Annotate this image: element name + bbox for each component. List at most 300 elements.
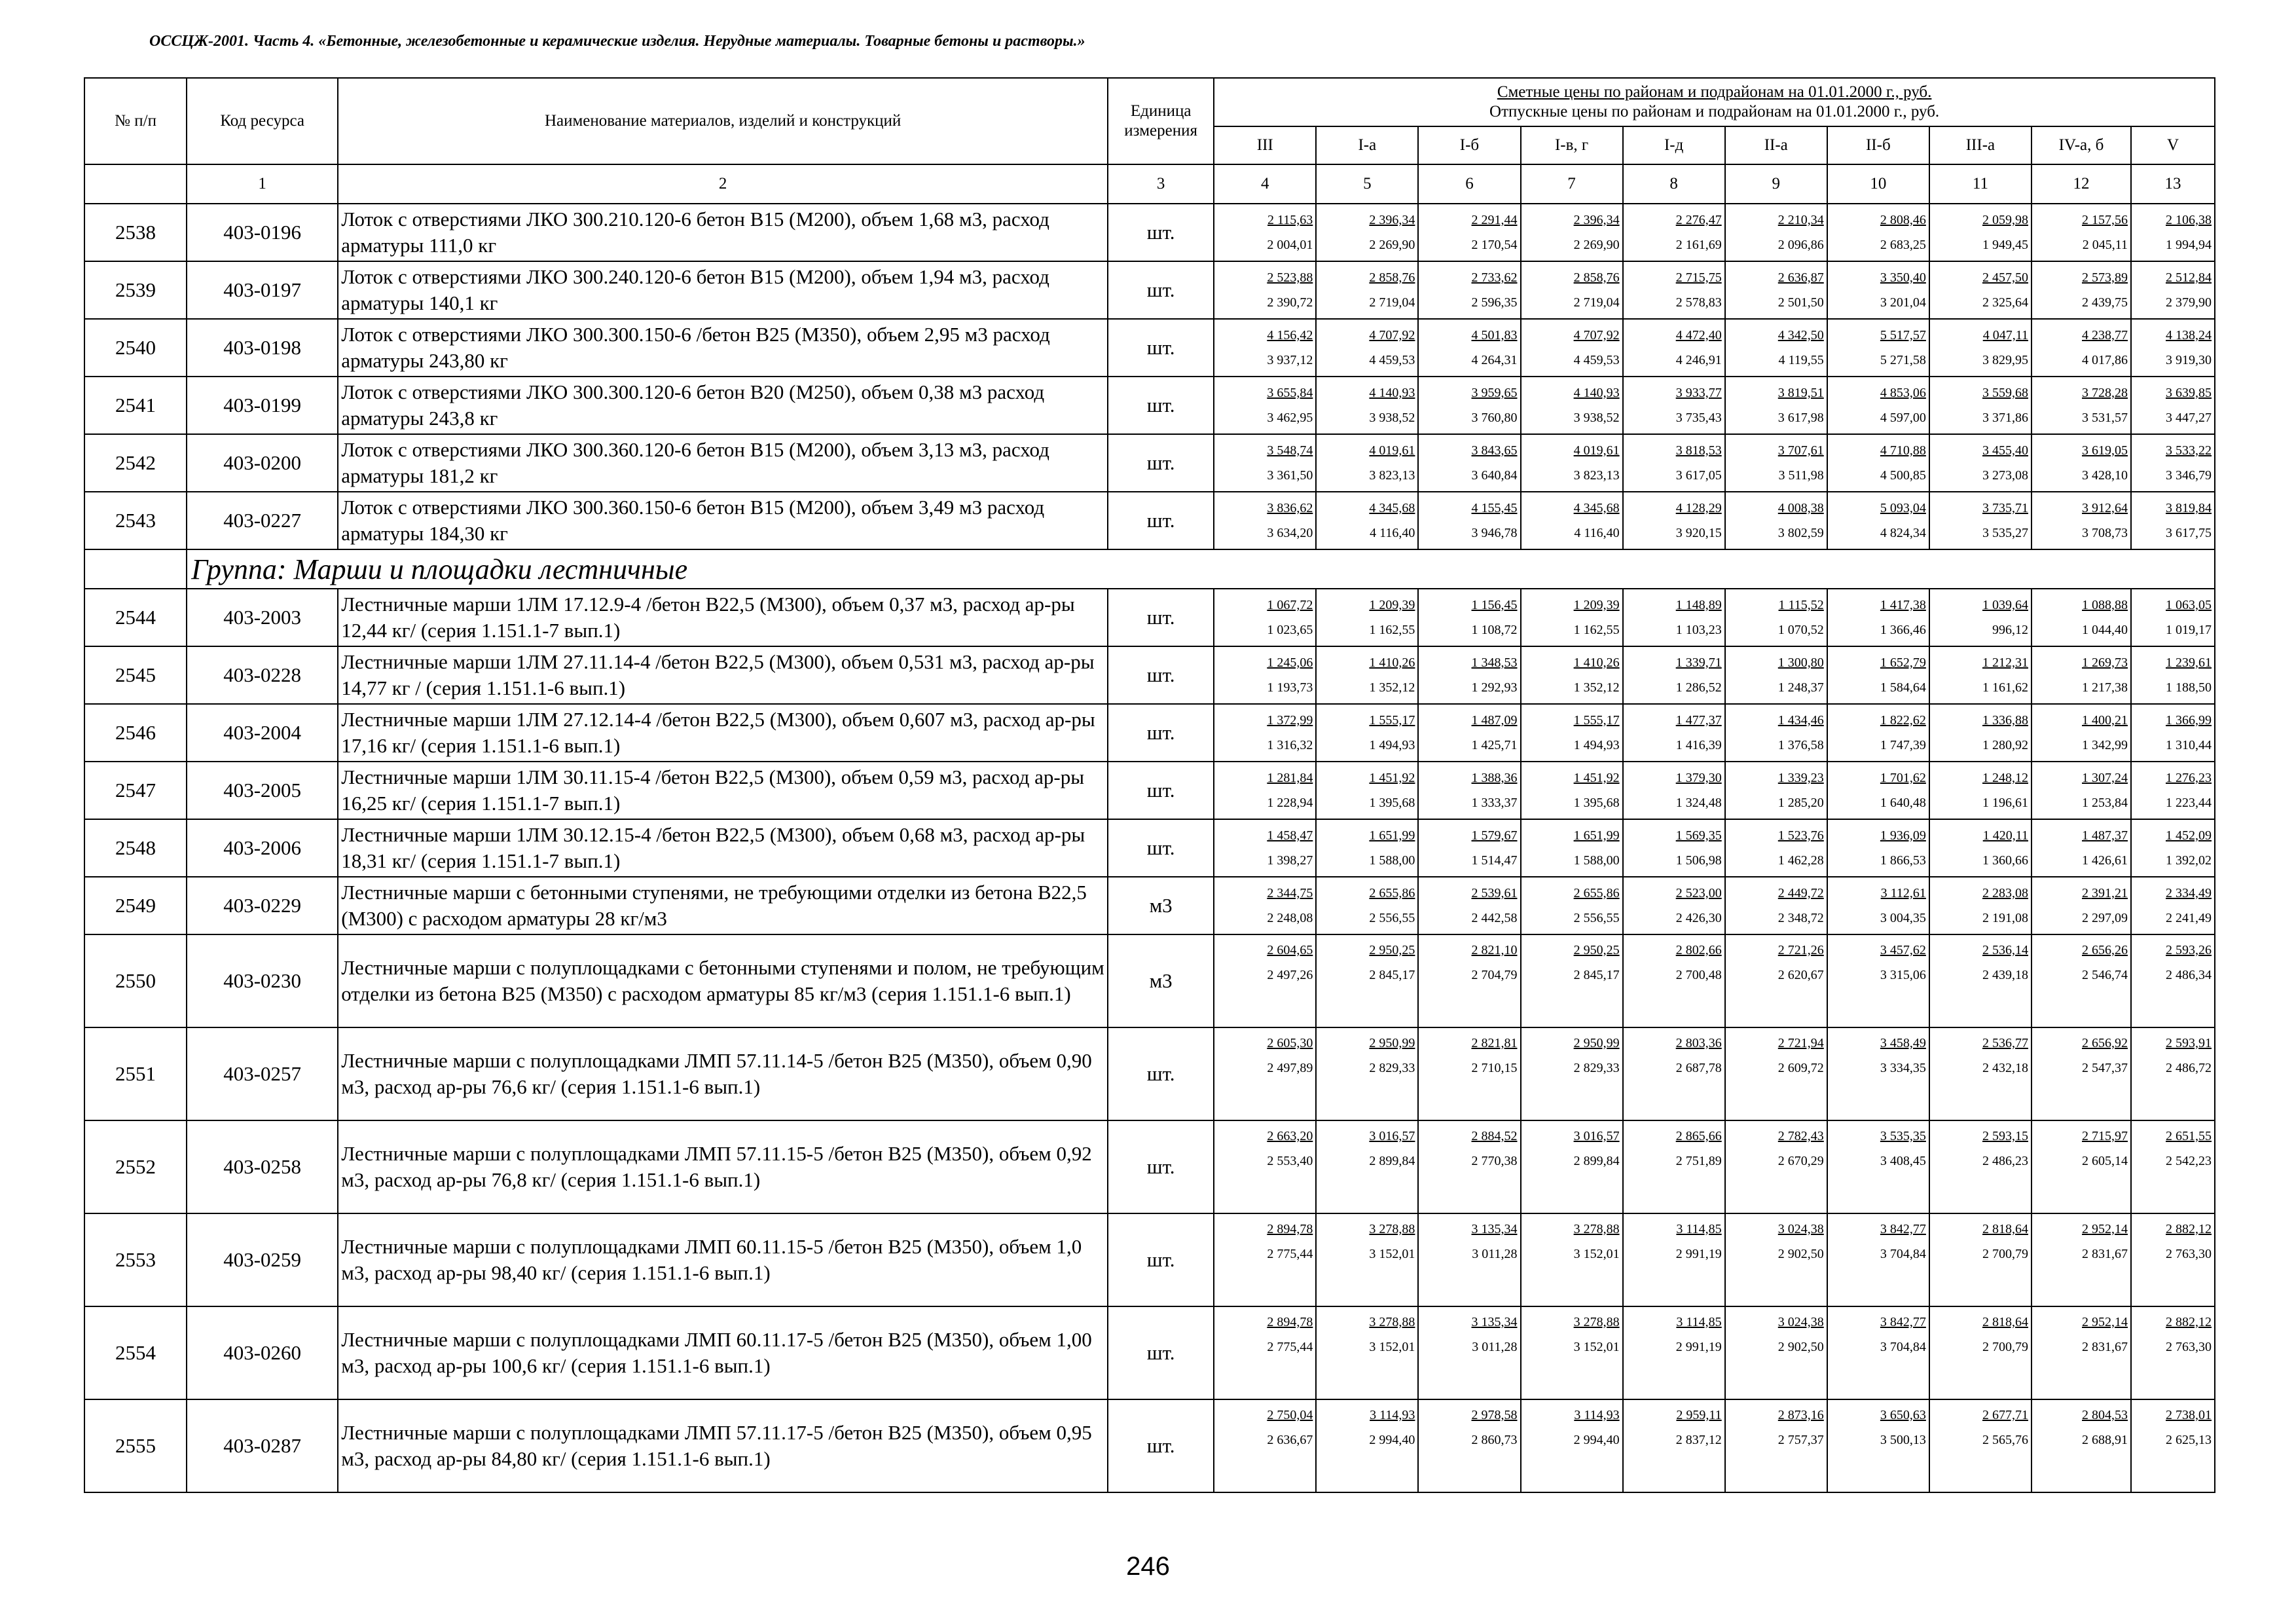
- price-cell: [1725, 762, 1827, 819]
- release-price: 2 700,79: [1982, 1247, 2028, 1261]
- item-name: Лестничные марши 1ЛМ 27.11.14-4 /бетон В22,5 (М300), объем 0,531 м3, расход ар-ры 14,77 кг / (серия 1.151.1-6 вып.1): [338, 646, 1108, 704]
- price-cell: [2131, 877, 2215, 934]
- price-cell: [1725, 319, 1827, 377]
- release-price: 2 902,50: [1777, 1340, 1824, 1354]
- release-price: 3 704,84: [1880, 1247, 1926, 1261]
- release-price: 3 315,06: [1880, 968, 1926, 982]
- release-price: 1 342,99: [2082, 738, 2128, 752]
- smeta-price: 1 400,21: [2082, 713, 2128, 728]
- smeta-price: 2 523,88: [1267, 270, 1313, 285]
- smeta-price: 2 396,34: [1573, 213, 1620, 227]
- release-price: 2 751,89: [1675, 1154, 1722, 1168]
- price-cell: [1316, 819, 1418, 877]
- release-price: 1 584,64: [1880, 680, 1926, 695]
- release-price: 3 735,43: [1675, 411, 1722, 425]
- release-price: 2 683,25: [1880, 238, 1926, 252]
- release-price: 1 395,68: [1369, 796, 1415, 810]
- release-price: 3 152,01: [1573, 1340, 1620, 1354]
- header-col-number: 7: [1521, 164, 1623, 204]
- release-price: 1 395,68: [1573, 796, 1620, 810]
- release-price: 1 023,65: [1267, 623, 1313, 637]
- price-cell: [1214, 819, 1316, 877]
- price-cell: [1929, 1306, 2032, 1399]
- smeta-price: 1 366,99: [2166, 713, 2212, 728]
- price-cell: [1929, 877, 2032, 934]
- row-number: 2550: [84, 934, 187, 1027]
- smeta-price: 1 651,99: [1573, 828, 1620, 843]
- table-row: [84, 762, 2215, 819]
- unit: шт.: [1108, 1306, 1214, 1399]
- release-price: 3 938,52: [1369, 411, 1415, 425]
- smeta-price: 2 978,58: [1471, 1408, 1518, 1422]
- item-name: Лестничные марши с полуплощадками ЛМП 57.11.15-5 /бетон В25 (М350), объем 0,92 м3, расход ар-ры 76,8 кг/ (серия 1.151.1-6 вып.1): [338, 1120, 1108, 1213]
- row-number: 2549: [84, 877, 187, 934]
- price-cell: [1418, 1213, 1520, 1306]
- header-region: I-д: [1623, 126, 1725, 164]
- price-cell: [1316, 1306, 1418, 1399]
- price-cell: [1418, 1120, 1520, 1213]
- smeta-price: 3 836,62: [1267, 501, 1313, 515]
- price-cell: [1725, 1213, 1827, 1306]
- price-cell: [1316, 377, 1418, 434]
- price-cell: [1623, 319, 1725, 377]
- release-price: 3 273,08: [1982, 468, 2028, 483]
- smeta-price: 2 210,34: [1777, 213, 1824, 227]
- price-cell: [1623, 1213, 1725, 1306]
- price-cell: [1929, 934, 2032, 1027]
- smeta-price: 2 115,63: [1267, 213, 1313, 227]
- table-row: [84, 319, 2215, 377]
- smeta-price: 3 707,61: [1777, 443, 1824, 458]
- price-cell: [1214, 1306, 1316, 1399]
- price-cell: [2032, 819, 2131, 877]
- header-col-number: 8: [1623, 164, 1725, 204]
- smeta-price: 1 067,72: [1267, 598, 1313, 612]
- resource-code: 403-0260: [187, 1306, 338, 1399]
- price-cell: [1521, 1120, 1623, 1213]
- smeta-price: 4 140,93: [1369, 386, 1415, 400]
- unit: шт.: [1108, 762, 1214, 819]
- smeta-price: 1 239,61: [2166, 655, 2212, 670]
- release-price: 1 044,40: [2082, 623, 2128, 637]
- smeta-price: 2 523,00: [1675, 886, 1722, 900]
- price-cell: [1827, 377, 1929, 434]
- smeta-price: 2 721,94: [1777, 1036, 1824, 1050]
- release-price: 2 700,48: [1675, 968, 1722, 982]
- release-price: 1 286,52: [1675, 680, 1722, 695]
- smeta-price: 1 248,12: [1982, 771, 2028, 785]
- release-price: 2 248,08: [1267, 911, 1313, 925]
- release-price: 2 565,76: [1982, 1433, 2028, 1447]
- price-cell: [1214, 434, 1316, 492]
- item-name: Лоток с отверстиями ЛКО 300.300.120-6 бетон В20 (М250), объем 0,38 м3 расход арматуры 243,8 кг: [338, 377, 1108, 434]
- header-col-number: 11: [1929, 164, 2032, 204]
- price-cell: [1214, 1399, 1316, 1492]
- smeta-price: 3 350,40: [1880, 270, 1926, 285]
- release-price: 2 757,37: [1777, 1433, 1824, 1447]
- resource-code: 403-2006: [187, 819, 338, 877]
- release-price: 4 116,40: [1574, 526, 1620, 540]
- release-price: 1 506,98: [1675, 853, 1722, 868]
- smeta-price: 4 008,38: [1777, 501, 1824, 515]
- smeta-price: 2 873,16: [1777, 1408, 1824, 1422]
- row-number: 2545: [84, 646, 187, 704]
- smeta-price: 2 651,55: [2166, 1129, 2212, 1143]
- item-name: Лоток с отверстиями ЛКО 300.240.120-6 бетон В15 (М200), объем 1,94 м3, расход арматуры 140,1 кг: [338, 261, 1108, 319]
- row-number: 2543: [84, 492, 187, 549]
- release-price: 2 770,38: [1471, 1154, 1518, 1168]
- smeta-price: 1 115,52: [1778, 598, 1824, 612]
- release-price: 2 161,69: [1675, 238, 1722, 252]
- release-price: 2 837,12: [1675, 1433, 1722, 1447]
- price-cell: [1418, 646, 1520, 704]
- smeta-price: 3 912,64: [2082, 501, 2128, 515]
- unit: м3: [1108, 934, 1214, 1027]
- row-number: 2540: [84, 319, 187, 377]
- release-price: 1 588,00: [1369, 853, 1415, 868]
- page-number: 246: [1126, 1552, 1170, 1581]
- smeta-price: 1 245,06: [1267, 655, 1313, 670]
- smeta-price: 1 651,99: [1369, 828, 1415, 843]
- price-cell: [2131, 204, 2215, 261]
- release-price: 1 292,93: [1471, 680, 1518, 695]
- row-number: 2551: [84, 1027, 187, 1120]
- price-cell: [1418, 819, 1520, 877]
- price-cell: [2131, 1399, 2215, 1492]
- price-table: [84, 77, 2215, 1493]
- release-price: 2 763,30: [2166, 1340, 2212, 1354]
- price-cell: [1214, 1120, 1316, 1213]
- row-number: 2539: [84, 261, 187, 319]
- row-number: 2552: [84, 1120, 187, 1213]
- release-price: 2 831,67: [2082, 1247, 2128, 1261]
- item-name: Лестничные марши 1ЛМ 30.12.15-4 /бетон В22,5 (М300), объем 0,68 м3, расход ар-ры 18,31 кг/ (серия 1.151.1-7 вып.1): [338, 819, 1108, 877]
- smeta-price: 3 819,51: [1777, 386, 1824, 400]
- unit: шт.: [1108, 646, 1214, 704]
- header-prices-smeta: Сметные цены по районам и подрайонам на 01.01.2000 г., руб.: [1497, 83, 1932, 101]
- unit: шт.: [1108, 1399, 1214, 1492]
- smeta-price: 3 112,61: [1880, 886, 1926, 900]
- release-price: 4 597,00: [1880, 411, 1926, 425]
- price-cell: [1827, 646, 1929, 704]
- price-cell: [1623, 819, 1725, 877]
- price-cell: [1623, 204, 1725, 261]
- price-cell: [1725, 646, 1827, 704]
- release-price: 2 439,18: [1982, 968, 2028, 982]
- resource-code: 403-0196: [187, 204, 338, 261]
- release-price: 2 556,55: [1573, 911, 1620, 925]
- release-price: 1 416,39: [1675, 738, 1722, 752]
- unit: шт.: [1108, 377, 1214, 434]
- release-price: 1 747,39: [1880, 738, 1926, 752]
- smeta-price: 4 156,42: [1267, 328, 1313, 342]
- smeta-price: 4 155,45: [1471, 501, 1518, 515]
- smeta-price: 3 016,57: [1369, 1129, 1415, 1143]
- smeta-price: 4 707,92: [1573, 328, 1620, 342]
- release-price: 1 514,47: [1471, 853, 1518, 868]
- price-cell: [2131, 492, 2215, 549]
- smeta-price: 5 517,57: [1880, 328, 1926, 342]
- smeta-price: 2 396,34: [1369, 213, 1415, 227]
- group-title: Группа: Марши и площадки лестничные: [187, 549, 2215, 589]
- price-cell: [2131, 1120, 2215, 1213]
- table-row: [84, 934, 2215, 1027]
- price-cell: [1214, 1027, 1316, 1120]
- smeta-price: 2 803,36: [1675, 1036, 1722, 1050]
- price-cell: [2032, 1213, 2131, 1306]
- row-number: 2541: [84, 377, 187, 434]
- release-price: 2 432,18: [1982, 1061, 2028, 1075]
- price-cell: [2131, 589, 2215, 646]
- smeta-price: 1 209,39: [1369, 598, 1415, 612]
- release-price: 2 994,40: [1573, 1433, 1620, 1447]
- release-price: 3 428,10: [2082, 468, 2128, 483]
- header-col-number: 13: [2131, 164, 2215, 204]
- release-price: 3 447,27: [2166, 411, 2212, 425]
- price-cell: [1929, 204, 2032, 261]
- release-price: 1 366,46: [1880, 623, 1926, 637]
- price-cell: [1521, 319, 1623, 377]
- price-cell: [1316, 877, 1418, 934]
- smeta-price: 2 882,12: [2166, 1315, 2212, 1329]
- price-cell: [1623, 589, 1725, 646]
- release-price: 1 398,27: [1267, 853, 1313, 868]
- resource-code: 403-0259: [187, 1213, 338, 1306]
- smeta-price: 3 024,38: [1777, 1315, 1824, 1329]
- smeta-price: 4 047,11: [1982, 328, 2028, 342]
- release-price: 2 845,17: [1573, 968, 1620, 982]
- release-price: 3 531,57: [2082, 411, 2128, 425]
- smeta-price: 2 677,71: [1982, 1408, 2028, 1422]
- release-price: 1 196,61: [1982, 796, 2028, 810]
- item-name: Лестничные марши с полуплощадками ЛМП 60.11.15-5 /бетон В25 (М350), объем 1,0 м3, расход ар-ры 98,40 кг/ (серия 1.151.1-6 вып.1): [338, 1213, 1108, 1306]
- release-price: 2 297,09: [2082, 911, 2128, 925]
- price-cell: [1725, 434, 1827, 492]
- table-row: [84, 377, 2215, 434]
- resource-code: 403-2004: [187, 704, 338, 762]
- smeta-price: 2 894,78: [1267, 1222, 1313, 1236]
- header-code: Код ресурса: [187, 78, 338, 164]
- price-cell: [2131, 1027, 2215, 1120]
- smeta-price: 2 950,99: [1369, 1036, 1415, 1050]
- release-price: 2 831,67: [2082, 1340, 2128, 1354]
- price-cell: [1623, 434, 1725, 492]
- smeta-price: 2 865,66: [1675, 1129, 1722, 1143]
- smeta-price: 3 548,74: [1267, 443, 1313, 458]
- release-price: 2 829,33: [1369, 1061, 1415, 1075]
- smeta-price: 4 707,92: [1369, 328, 1415, 342]
- price-cell: [1827, 204, 1929, 261]
- smeta-price: 1 579,67: [1471, 828, 1518, 843]
- row-number: 2544: [84, 589, 187, 646]
- smeta-price: 2 656,26: [2082, 943, 2128, 957]
- release-price: 1 019,17: [2166, 623, 2212, 637]
- smeta-price: 1 410,26: [1573, 655, 1620, 670]
- smeta-price: 3 619,05: [2082, 443, 2128, 458]
- release-price: 2 620,67: [1777, 968, 1824, 982]
- smeta-price: 2 636,87: [1777, 270, 1824, 285]
- release-price: 3 704,84: [1880, 1340, 1926, 1354]
- price-cell: [1929, 762, 2032, 819]
- price-cell: [2131, 646, 2215, 704]
- price-cell: [1827, 819, 1929, 877]
- smeta-price: 2 593,91: [2166, 1036, 2212, 1050]
- price-cell: [1418, 204, 1520, 261]
- smeta-price: 2 656,92: [2082, 1036, 2128, 1050]
- release-price: 1 316,32: [1267, 738, 1313, 752]
- price-cell: [1725, 877, 1827, 934]
- release-price: 1 217,38: [2082, 680, 2128, 695]
- header-np: № п/п: [84, 78, 187, 164]
- table-row: [84, 704, 2215, 762]
- price-cell: [1418, 1306, 1520, 1399]
- price-cell: [1827, 319, 1929, 377]
- smeta-price: 2 715,75: [1675, 270, 1722, 285]
- release-price: 1 162,55: [1573, 623, 1620, 637]
- resource-code: 403-0229: [187, 877, 338, 934]
- release-price: 3 511,98: [1778, 468, 1824, 483]
- price-cell: [2032, 1120, 2131, 1213]
- price-cell: [1521, 434, 1623, 492]
- smeta-price: 2 733,62: [1471, 270, 1518, 285]
- price-cell: [1827, 1306, 1929, 1399]
- price-cell: [1418, 1027, 1520, 1120]
- price-cell: [1725, 1306, 1827, 1399]
- smeta-price: 1 523,76: [1777, 828, 1824, 843]
- release-price: 2 605,14: [2082, 1154, 2128, 1168]
- smeta-price: 1 307,24: [2082, 771, 2128, 785]
- smeta-price: 2 821,81: [1471, 1036, 1518, 1050]
- price-cell: [1929, 492, 2032, 549]
- release-price: 996,12: [1992, 623, 2028, 637]
- smeta-price: 2 663,20: [1267, 1129, 1313, 1143]
- price-cell: [1521, 819, 1623, 877]
- release-price: 4 246,91: [1675, 353, 1722, 367]
- unit: шт.: [1108, 261, 1214, 319]
- release-price: 2 688,91: [2082, 1433, 2128, 1447]
- release-price: 3 201,04: [1880, 295, 1926, 310]
- row-number: 2554: [84, 1306, 187, 1399]
- row-number: 2548: [84, 819, 187, 877]
- price-cell: [1418, 319, 1520, 377]
- release-price: 1 228,94: [1267, 796, 1313, 810]
- release-price: 2 719,04: [1573, 295, 1620, 310]
- smeta-price: 1 452,09: [2166, 828, 2212, 843]
- release-price: 2 902,50: [1777, 1247, 1824, 1261]
- resource-code: 403-0257: [187, 1027, 338, 1120]
- smeta-price: 3 842,77: [1880, 1222, 1926, 1236]
- unit: шт.: [1108, 589, 1214, 646]
- resource-code: 403-2005: [187, 762, 338, 819]
- smeta-price: 1 039,64: [1982, 598, 2028, 612]
- price-cell: [2131, 434, 2215, 492]
- release-price: 2 269,90: [1573, 238, 1620, 252]
- release-price: 1 352,12: [1573, 680, 1620, 695]
- price-cell: [2131, 1213, 2215, 1306]
- smeta-price: 4 140,93: [1573, 386, 1620, 400]
- running-head: ОССЦЖ-2001. Часть 4. «Бетонные, железобетонные и керамические изделия. Нерудные материалы. Товарные бетоны и растворы.»: [149, 33, 1085, 50]
- release-price: 3 535,27: [1982, 526, 2028, 540]
- resource-code: 403-0258: [187, 1120, 338, 1213]
- resource-code: 403-0198: [187, 319, 338, 377]
- smeta-price: 1 348,53: [1471, 655, 1518, 670]
- release-price: 1 462,28: [1777, 853, 1824, 868]
- release-price: 1 949,45: [1982, 238, 2028, 252]
- smeta-price: 2 106,38: [2166, 213, 2212, 227]
- release-price: 2 486,34: [2166, 968, 2212, 982]
- table-row: [84, 492, 2215, 549]
- release-price: 3 823,13: [1573, 468, 1620, 483]
- table-row: [84, 646, 2215, 704]
- release-price: 4 824,34: [1880, 526, 1926, 540]
- smeta-price: 4 501,83: [1471, 328, 1518, 342]
- release-price: 3 361,50: [1267, 468, 1313, 483]
- smeta-price: 1 417,38: [1880, 598, 1926, 612]
- release-price: 3 946,78: [1471, 526, 1518, 540]
- release-price: 2 710,15: [1471, 1061, 1518, 1075]
- release-price: 3 346,79: [2166, 468, 2212, 483]
- price-cell: [2032, 877, 2131, 934]
- release-price: 3 462,95: [1267, 411, 1313, 425]
- price-cell: [1725, 819, 1827, 877]
- release-price: 2 596,35: [1471, 295, 1518, 310]
- release-price: 1 376,58: [1777, 738, 1824, 752]
- smeta-price: 1 555,17: [1573, 713, 1620, 728]
- price-cell: [1316, 589, 1418, 646]
- release-price: 2 546,74: [2082, 968, 2128, 982]
- price-cell: [1316, 704, 1418, 762]
- header-region: IV-а, б: [2032, 126, 2131, 164]
- release-price: 3 823,13: [1369, 468, 1415, 483]
- release-price: 1 108,72: [1471, 623, 1518, 637]
- price-cell: [1725, 492, 1827, 549]
- price-cell: [2032, 1027, 2131, 1120]
- price-cell: [2032, 492, 2131, 549]
- release-price: 5 271,58: [1880, 353, 1926, 367]
- release-price: 4 264,31: [1471, 353, 1518, 367]
- release-price: 1 280,92: [1982, 738, 2028, 752]
- smeta-price: 1 555,17: [1369, 713, 1415, 728]
- price-cell: [1929, 646, 2032, 704]
- release-price: 1 253,84: [2082, 796, 2128, 810]
- table-row: [84, 434, 2215, 492]
- price-cell: [1521, 762, 1623, 819]
- smeta-price: 2 655,86: [1369, 886, 1415, 900]
- release-price: 3 617,05: [1675, 468, 1722, 483]
- release-price: 2 845,17: [1369, 968, 1415, 982]
- price-cell: [2131, 704, 2215, 762]
- smeta-price: 3 135,34: [1471, 1222, 1518, 1236]
- price-cell: [1521, 704, 1623, 762]
- smeta-price: 1 487,37: [2082, 828, 2128, 843]
- price-cell: [1521, 589, 1623, 646]
- item-name: Лестничные марши 1ЛМ 17.12.9-4 /бетон В22,5 (М300), объем 0,37 м3, расход ар-ры 12,44 кг/ (серия 1.151.1-7 вып.1): [338, 589, 1108, 646]
- price-cell: [1316, 762, 1418, 819]
- price-cell: [2131, 319, 2215, 377]
- smeta-price: 4 345,68: [1369, 501, 1415, 515]
- price-cell: [1827, 261, 1929, 319]
- unit: м3: [1108, 877, 1214, 934]
- unit: шт.: [1108, 204, 1214, 261]
- price-cell: [1725, 377, 1827, 434]
- price-cell: [2032, 762, 2131, 819]
- smeta-price: 5 093,04: [1880, 501, 1926, 515]
- release-price: 2 670,29: [1777, 1154, 1824, 1168]
- smeta-price: 2 536,77: [1982, 1036, 2028, 1050]
- price-cell: [1725, 204, 1827, 261]
- smeta-price: 2 604,65: [1267, 943, 1313, 957]
- price-cell: [1521, 1027, 1623, 1120]
